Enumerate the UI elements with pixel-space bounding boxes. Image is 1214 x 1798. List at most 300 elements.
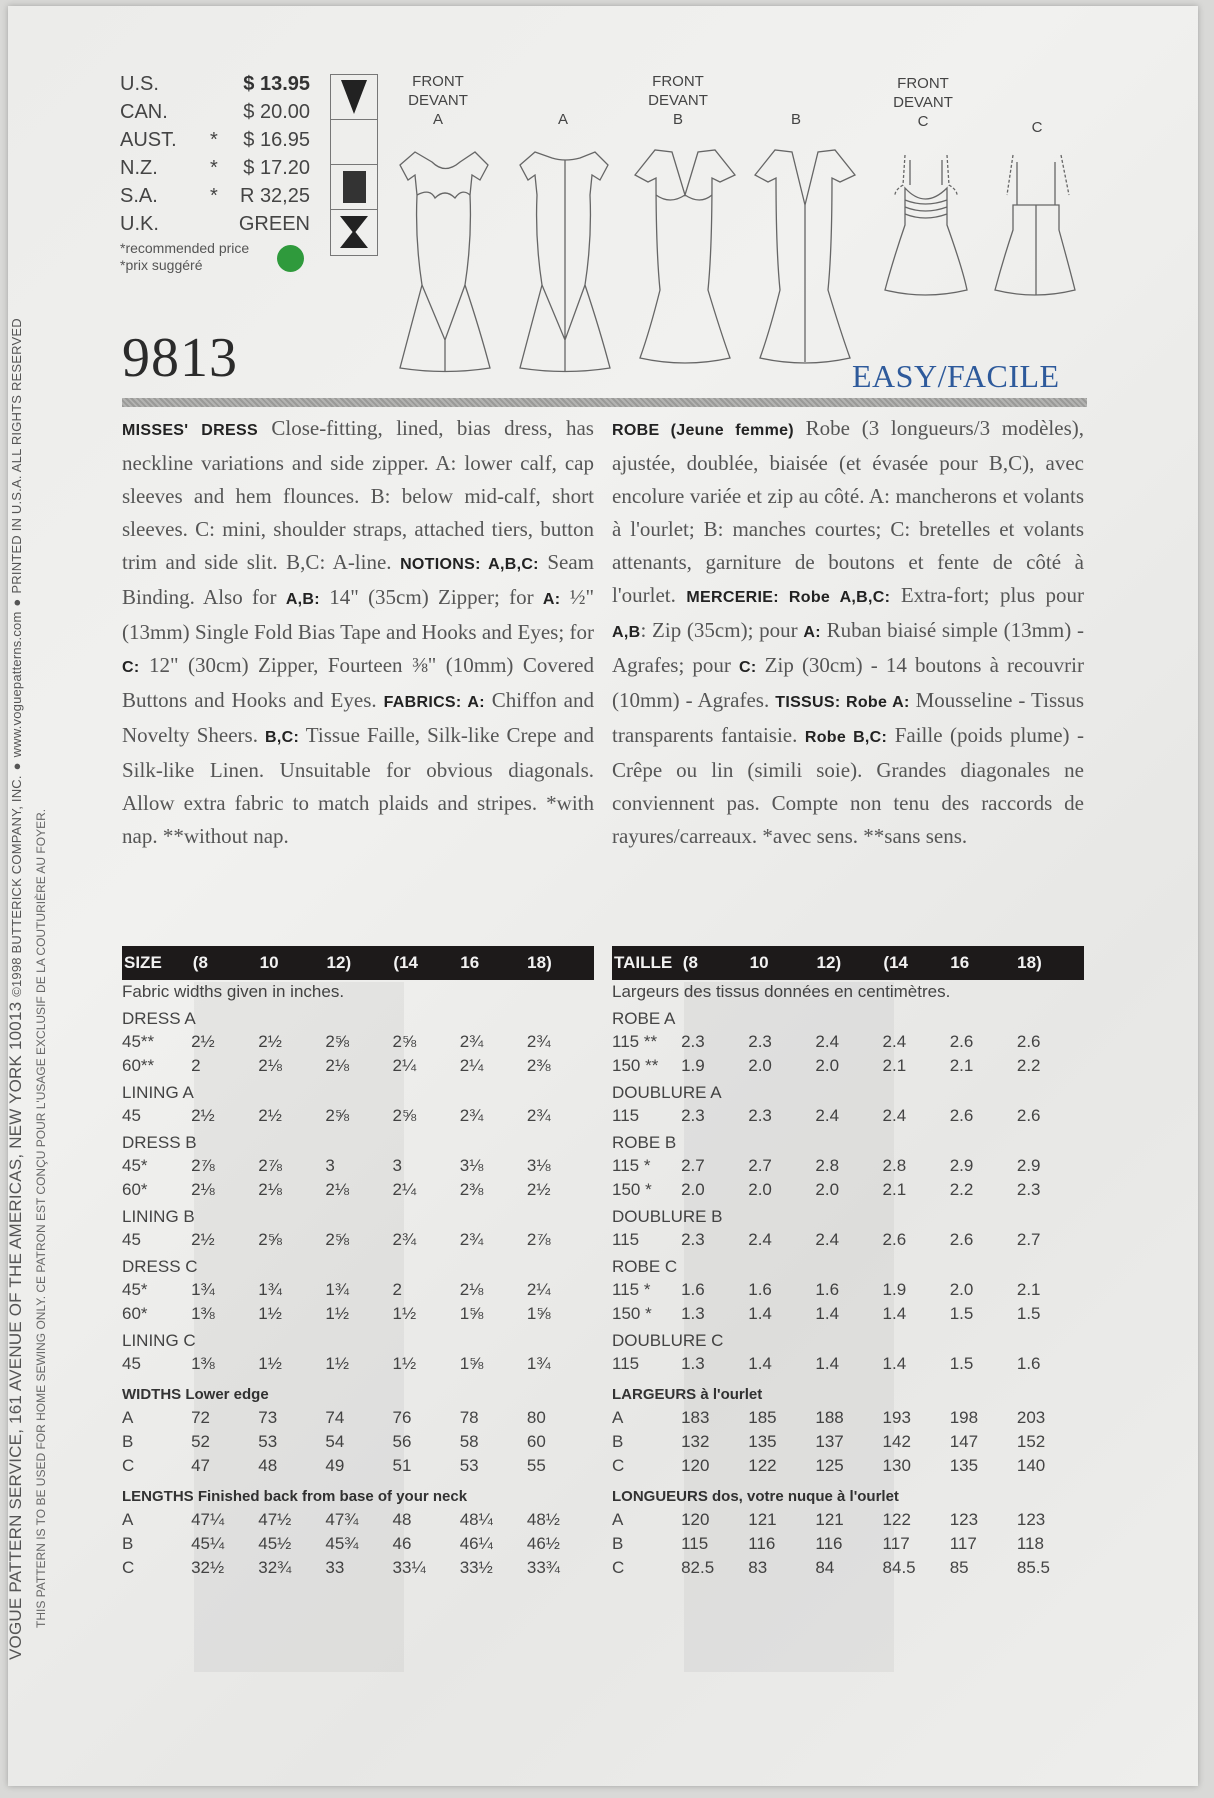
notions-view: A,B: (285, 591, 320, 608)
fabric-group-title: ROBE C (612, 1257, 678, 1276)
table-cell: 47¼ (191, 1510, 225, 1529)
country: U.S. (120, 73, 159, 95)
size-header-cell: 10 (259, 953, 279, 972)
table-cell: 3⅛ (526, 1156, 551, 1175)
tissus-view: Robe B,C: (804, 729, 888, 746)
size-header-cell: (14 (883, 953, 908, 972)
table-cell: 2.3 (748, 1106, 772, 1125)
mercerie-view: A: (803, 624, 821, 641)
size-header-cell: 12) (326, 953, 352, 972)
table-cell: 45½ (258, 1534, 292, 1553)
widths-title: WIDTHS Lower edge (122, 1386, 269, 1403)
label-devant: DEVANT (893, 94, 953, 111)
table-cell: 33 (325, 1558, 345, 1577)
table-cell: 45* (122, 1156, 148, 1175)
table-cell: 55 (526, 1456, 546, 1475)
table-cell: 1⅝ (459, 1304, 484, 1323)
hourglass-icon (340, 216, 368, 248)
price-row-aust (120, 126, 310, 154)
table-cell: 188 (815, 1408, 844, 1427)
table-cell: 1.4 (748, 1354, 772, 1373)
title-fr: ROBE (Jeune femme) (612, 422, 794, 439)
recommended-fr: *prix suggéré (120, 257, 203, 273)
symbol-cell (331, 165, 377, 210)
table-cell: 45* (122, 1280, 148, 1299)
table-cell: 2½ (258, 1106, 282, 1125)
table-cell: 1.9 (681, 1056, 705, 1075)
table-cell: 53 (459, 1456, 479, 1475)
table-cell: 115 * (612, 1280, 651, 1299)
table-cell: 78 (459, 1408, 479, 1427)
home-sewing-notice: THIS PATTERN IS TO BE USED FOR HOME SEWING ONLY. CE PATRON EST CONÇU POUR L'USAGE EXCLUSIF DE LA COUTURIÈRE AU FOYER. (34, 808, 48, 1628)
table-cell: 46¼ (459, 1534, 493, 1553)
fabric-group-title: DOUBLURE C (612, 1331, 724, 1350)
dress-sketches (380, 140, 1080, 380)
table-cell: 1½ (258, 1304, 282, 1323)
table-cell: 135 (748, 1432, 777, 1451)
country: S.A. (120, 185, 158, 207)
left-margin (0, 0, 78, 1798)
table-cell: 1.6 (1016, 1354, 1041, 1373)
table-cell: 116 (815, 1534, 843, 1553)
table-cell: 2¼ (459, 1056, 484, 1075)
lengths-title: LONGUEURS dos, votre nuque à l'ourlet (612, 1488, 899, 1505)
mercerie-text: : Zip (35cm); pour (640, 618, 798, 642)
table-cell: 150 * (612, 1180, 652, 1199)
table-cell: 2¼ (392, 1180, 417, 1199)
table-cell: 47¾ (325, 1510, 359, 1529)
table-cell: 1½ (258, 1354, 282, 1373)
table-cell: 2⅞ (258, 1156, 282, 1175)
table-cell: 1.6 (815, 1280, 840, 1299)
table-cell: 85.5 (1016, 1558, 1050, 1577)
widths-title: LARGEURS à l'ourlet (612, 1386, 763, 1403)
table-cell: C (612, 1456, 625, 1475)
table-cell: 52 (191, 1432, 210, 1451)
table-cell: 2.4 (748, 1230, 772, 1249)
table-cell: 2.3 (681, 1106, 705, 1125)
table-cell: 2¼ (392, 1056, 417, 1075)
size-header-cell: 16 (950, 953, 970, 972)
table-cell: 1⅜ (191, 1304, 215, 1323)
table-cell: 76 (392, 1408, 412, 1427)
table-cell: 130 (882, 1456, 911, 1475)
star (210, 210, 230, 238)
table-cell: 1.3 (681, 1354, 705, 1373)
star: * (210, 157, 218, 179)
star: * (210, 185, 218, 207)
table-cell: 53 (258, 1432, 278, 1451)
table-cell: 1.5 (1016, 1304, 1041, 1323)
mercerie-text: Ruban biaisé simple (13mm) - Agrafes; pour (612, 618, 1084, 677)
table-cell: 193 (882, 1408, 911, 1427)
label-letter: C (1031, 119, 1043, 136)
tissus-label: TISSUS: Robe A: (775, 694, 910, 711)
table-cell: 2⅛ (325, 1180, 350, 1199)
table-cell: 47½ (258, 1510, 292, 1529)
table-cell: 2.0 (748, 1056, 772, 1075)
label-front: FRONT (652, 73, 704, 90)
website: www.voguepatterns.com (9, 611, 24, 758)
table-cell: 2½ (191, 1032, 215, 1051)
table-cell: 33¼ (392, 1558, 426, 1577)
table-cell: 1.6 (748, 1280, 772, 1299)
size-header-cell: (8 (682, 953, 698, 972)
mercerie-view: A,B (612, 624, 641, 641)
table-cell: 2.1 (1016, 1280, 1041, 1299)
table-cell: 2.0 (815, 1056, 840, 1075)
symbol-cell (331, 210, 377, 254)
table-cell: 120 (681, 1510, 710, 1529)
star: * (210, 129, 218, 151)
table-cell: B (612, 1534, 624, 1553)
table-cell: 2⅝ (325, 1106, 350, 1125)
table-cell: 121 (815, 1510, 844, 1529)
table-cell: 32½ (191, 1558, 225, 1577)
table-cell: 84.5 (882, 1558, 916, 1577)
country: U.K. (120, 213, 159, 235)
table-cell: 2⅞ (526, 1230, 551, 1249)
table-cell: 45 (122, 1230, 141, 1249)
fabric-group-title: DRESS B (122, 1133, 197, 1152)
table-cell: 2.3 (681, 1032, 705, 1051)
column-shade (684, 982, 894, 1672)
size-header-cell: (14 (393, 953, 418, 972)
table-cell: 45¾ (325, 1534, 359, 1553)
fabrics-view: B,C: (265, 729, 300, 746)
label-devant: DEVANT (648, 92, 708, 109)
table-cell: 2.4 (815, 1106, 840, 1125)
view-label-back-b (751, 110, 841, 129)
square-icon (343, 171, 366, 203)
star (210, 98, 230, 126)
table-cell: 2.2 (1016, 1056, 1041, 1075)
divider-rule (122, 398, 1087, 407)
table-cell: 48¼ (459, 1510, 493, 1529)
table-cell: 137 (815, 1432, 844, 1451)
table-cell: 1½ (325, 1304, 350, 1323)
amount: R 32,25 (239, 185, 310, 207)
mercerie-label: MERCERIE: Robe A,B,C: (686, 589, 891, 606)
table-cell: B (122, 1534, 134, 1553)
size-header-row (122, 946, 594, 980)
dress-a-front-sketch (400, 152, 490, 372)
table-cell: 2¾ (526, 1032, 551, 1051)
table-cell: 2 (392, 1280, 403, 1299)
table-cell: 1¾ (191, 1280, 215, 1299)
notions-view: C: (122, 659, 140, 676)
country: N.Z. (120, 157, 158, 179)
publisher-address: VOGUE PATTERN SERVICE, 161 AVENUE OF THE AMERICAS, NEW YORK 10013 (6, 1001, 25, 1660)
table-cell: 1⅜ (191, 1354, 215, 1373)
table-cell: 2.1 (882, 1056, 907, 1075)
view-label-front-c (878, 74, 968, 131)
table-cell: 2.7 (1016, 1230, 1041, 1249)
dress-c-back-sketch (995, 155, 1075, 295)
table-cell: 2⅝ (392, 1032, 417, 1051)
table-cell: 140 (1016, 1456, 1046, 1475)
table-cell: 56 (392, 1432, 412, 1451)
label-front: FRONT (897, 75, 949, 92)
table-cell: 47 (191, 1456, 210, 1475)
table-cell: 2.9 (1016, 1156, 1041, 1175)
fabric-group-title: LINING A (122, 1083, 194, 1102)
table-cell: 84 (815, 1558, 835, 1577)
table-cell: 1.3 (681, 1304, 705, 1323)
table-cell: 2.9 (949, 1156, 974, 1175)
table-cell: 60* (122, 1180, 148, 1199)
price-row-uk (120, 210, 310, 238)
dress-c-front-sketch (885, 155, 967, 295)
table-cell: 2¾ (459, 1106, 484, 1125)
table-cell: C (122, 1558, 135, 1577)
size-header-cell: 12) (816, 953, 842, 972)
size-header-cell: SIZE (124, 953, 162, 972)
table-cell: 115 ** (612, 1032, 658, 1051)
description-fr (612, 412, 1084, 853)
pattern-number: 9813 (122, 327, 238, 389)
table-cell: 45** (122, 1032, 155, 1051)
table-cell: C (122, 1456, 135, 1475)
table-cell: 2.3 (748, 1032, 772, 1051)
table-cell: 2.4 (815, 1032, 840, 1051)
country: AUST. (120, 129, 177, 151)
green-dot-icon (277, 245, 304, 272)
table-cell: 147 (949, 1432, 979, 1451)
table-cell: 2⅛ (191, 1180, 215, 1199)
table-cell: 33½ (459, 1558, 493, 1577)
table-cell: C (612, 1558, 625, 1577)
table-cell: 2.0 (815, 1180, 840, 1199)
table-cell: 1.4 (882, 1304, 907, 1323)
table-cell: 1¾ (526, 1354, 551, 1373)
table-cell: 1¾ (258, 1280, 282, 1299)
english-description (122, 412, 594, 853)
notions-text: Seam Binding. Also for (122, 550, 594, 609)
fabric-width-caption: Largeurs des tissus données en centimètres. (612, 982, 951, 1001)
mercerie-view: C: (739, 659, 757, 676)
column-shade (194, 982, 404, 1672)
table-cell: 117 (949, 1534, 977, 1553)
table-cell: 135 (949, 1456, 979, 1475)
table-cell: A (612, 1408, 624, 1427)
table-cell: 45 (122, 1354, 141, 1373)
table-cell: 73 (258, 1408, 278, 1427)
table-cell: 203 (1016, 1408, 1046, 1427)
table-cell: 60 (526, 1432, 546, 1451)
table-cell: 125 (815, 1456, 844, 1475)
table-cell: 2.1 (882, 1180, 907, 1199)
size-header-cell: 10 (749, 953, 769, 972)
table-cell: 51 (392, 1456, 412, 1475)
size-header-row (612, 946, 1084, 980)
triangle-down-icon (341, 80, 367, 114)
fabric-group-title: DOUBLURE A (612, 1083, 722, 1102)
table-cell: 46½ (526, 1534, 560, 1553)
table-cell: 2⅜ (459, 1180, 484, 1199)
table-cell: 2.8 (882, 1156, 907, 1175)
notions-text: 12" (30cm) Zipper, Fourteen ⅜" (10mm) Covered Buttons and Hooks and Eyes. (122, 653, 594, 712)
table-cell: 74 (325, 1408, 345, 1427)
table-cell: 2⅝ (325, 1032, 350, 1051)
table-cell: 115 (612, 1230, 640, 1249)
notions-text: 14" (35cm) Zipper; for (329, 585, 534, 609)
table-cell: 122 (882, 1510, 911, 1529)
symbol-box (330, 74, 378, 256)
table-cell: 82.5 (681, 1558, 715, 1577)
table-cell: 1.6 (681, 1280, 705, 1299)
dress-b-back-sketch (755, 150, 855, 363)
price-row-nz (120, 154, 310, 182)
table-cell: 2.6 (949, 1106, 974, 1125)
table-cell: 2.0 (681, 1180, 705, 1199)
table-cell: 2 (191, 1056, 201, 1075)
table-cell: 1.5 (949, 1354, 974, 1373)
fabrics-text: Tissue Faille, Silk-like Crepe and Silk-like Linen. Unsuitable for obvious diagonals. Allow extra fabric to match plaids and stripes. *with nap. **without nap. (122, 723, 594, 848)
difficulty-label: EASY/FACILE (852, 358, 1060, 394)
symbol-cell (331, 75, 377, 120)
table-cell: 1¾ (325, 1280, 350, 1299)
amount: $ 13.95 (243, 73, 310, 95)
table-cell: 3⅛ (459, 1156, 484, 1175)
table-cell: 115 * (612, 1156, 651, 1175)
table-cell: 2.0 (748, 1180, 772, 1199)
table-cell: 2¾ (392, 1230, 417, 1249)
view-label-back-c (992, 118, 1082, 137)
notions-label: NOTIONS: A,B,C: (400, 556, 539, 573)
table-cell: 1.4 (815, 1304, 840, 1323)
price-row-sa (120, 182, 310, 210)
table-cell: 2⅛ (459, 1280, 484, 1299)
fabric-group-title: DRESS C (122, 1257, 198, 1276)
table-cell: 2.7 (681, 1156, 705, 1175)
table-cell: 72 (191, 1408, 210, 1427)
amount: $ 20.00 (243, 101, 310, 123)
table-cell: 116 (748, 1534, 776, 1553)
table-cell: 2½ (526, 1180, 551, 1199)
table-cell: 2⅞ (191, 1156, 215, 1175)
table-cell: 2⅝ (325, 1230, 350, 1249)
table-cell: 1½ (325, 1354, 350, 1373)
label-devant: DEVANT (408, 92, 468, 109)
table-cell: 1½ (392, 1304, 417, 1323)
amount: GREEN (238, 213, 310, 235)
mercerie-text: Extra-fort; plus pour (900, 583, 1085, 607)
fabric-group-title: ROBE B (612, 1133, 677, 1152)
view-label-back-a (518, 110, 608, 129)
table-cell: 46 (392, 1534, 412, 1553)
lengths-title: LENGTHS Finished back from base of your neck (122, 1488, 468, 1505)
label-letter: C (917, 113, 929, 130)
table-cell: B (122, 1432, 134, 1451)
table-cell: 118 (1016, 1534, 1044, 1553)
yardage-table-fr (612, 946, 1084, 1580)
table-cell: 2.4 (815, 1230, 840, 1249)
table-cell: 2.6 (1016, 1032, 1041, 1051)
table-cell: 45 (122, 1106, 141, 1125)
table-cell: 2¾ (459, 1230, 484, 1249)
bullet-icon: ● (9, 598, 24, 607)
table-cell: 115 (612, 1354, 640, 1373)
table-cell: 115 (681, 1534, 709, 1553)
table-cell: 198 (949, 1408, 979, 1427)
size-header-cell: TAILLE (614, 953, 673, 972)
table-cell: 3 (392, 1156, 403, 1175)
table-cell: 2.4 (882, 1032, 907, 1051)
fabric-width-caption: Fabric widths given in inches. (122, 982, 345, 1001)
fabrics-label: FABRICS: A: (383, 694, 485, 711)
table-cell: 183 (681, 1408, 710, 1427)
table-cell: 1⅝ (459, 1354, 484, 1373)
table-cell: 2.6 (882, 1230, 907, 1249)
fabric-group-title: DOUBLURE B (612, 1207, 723, 1226)
size-header-cell: 18) (1017, 953, 1042, 972)
table-cell: A (122, 1408, 134, 1427)
table-cell: 115 (612, 1106, 640, 1125)
view-label-front-a (393, 72, 483, 129)
printed-notice: PRINTED IN U.S.A. ALL RIGHTS RESERVED (9, 318, 24, 594)
table-cell: 142 (882, 1432, 911, 1451)
table-cell: 2¼ (526, 1280, 551, 1299)
label-letter: A (432, 111, 443, 128)
table-cell: 150 ** (612, 1056, 659, 1075)
table-cell: 58 (459, 1432, 479, 1451)
price-row-can (120, 98, 310, 126)
table-cell: 1.4 (748, 1304, 772, 1323)
table-cell: 45¼ (191, 1534, 225, 1553)
dress-b-front-sketch (635, 150, 735, 363)
symbol-cell (331, 120, 377, 165)
table-cell: 2.7 (748, 1156, 772, 1175)
french-description (612, 412, 1084, 853)
label-letter: B (790, 111, 801, 128)
table-cell: 1.5 (949, 1304, 974, 1323)
table-cell: B (612, 1432, 624, 1451)
table-cell: 2½ (191, 1230, 215, 1249)
table-cell: 2⅝ (258, 1230, 282, 1249)
table-cell: 2⅜ (526, 1056, 551, 1075)
size-header-cell: (8 (192, 953, 208, 972)
fabric-group-title: DRESS A (122, 1009, 196, 1028)
table-cell: A (612, 1510, 624, 1529)
table-cell: 2⅝ (392, 1106, 417, 1125)
table-cell: 1½ (392, 1354, 417, 1373)
table-cell: 49 (325, 1456, 345, 1475)
table-cell: 60* (122, 1304, 148, 1323)
dress-a-back-sketch (520, 152, 610, 372)
table-cell: 2½ (258, 1032, 282, 1051)
table-cell: 123 (949, 1510, 979, 1529)
publisher-line (6, 318, 26, 1660)
table-cell: 132 (681, 1432, 710, 1451)
star (210, 70, 230, 98)
table-cell: 122 (748, 1456, 777, 1475)
label-letter: A (557, 111, 568, 128)
table-cell: 2¾ (526, 1106, 551, 1125)
table-cell: 117 (882, 1534, 910, 1553)
amount: $ 16.95 (243, 129, 310, 151)
tissus-text: Mousseline - Tissus transparents fantaisie. (612, 688, 1084, 747)
title-en: MISSES' DRESS (122, 422, 258, 439)
table-cell: 2.0 (949, 1280, 974, 1299)
recommended-en: *recommended price (120, 240, 250, 256)
fabric-group-title: LINING B (122, 1207, 195, 1226)
table-cell: 2½ (191, 1106, 215, 1125)
table-cell: 1.4 (815, 1354, 840, 1373)
table-cell: 2.3 (681, 1230, 705, 1249)
table-cell: 2.6 (949, 1230, 974, 1249)
table-cell: 32¾ (258, 1558, 292, 1577)
